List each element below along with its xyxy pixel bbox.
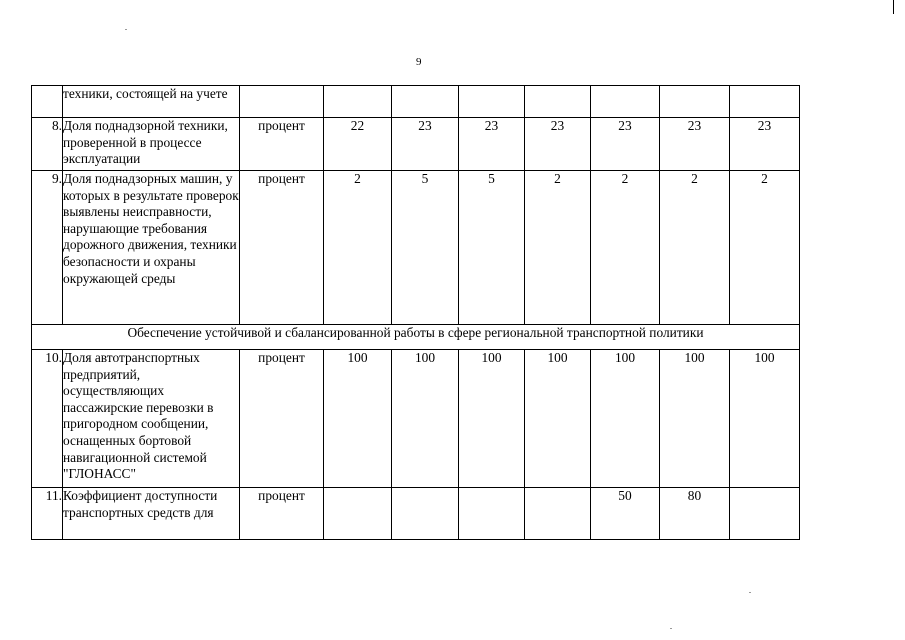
scan-speck [749, 592, 751, 593]
value-cell [730, 488, 800, 540]
value-cell: 23 [591, 118, 660, 171]
indicator-name: Доля автотранспортных предприятий, осуществляющих пассажирские перевозки в пригородном сообщении, оснащенных бортовой навигационной системой "ГЛОНАСС" [63, 350, 240, 488]
section-row [32, 325, 800, 350]
value-cell: 80 [660, 488, 730, 540]
row-number: 11. [32, 488, 63, 540]
value-cell [324, 86, 392, 118]
value-cell: 23 [660, 118, 730, 171]
value-cell: 50 [591, 488, 660, 540]
value-cell [392, 86, 459, 118]
value-cell: 100 [459, 350, 525, 488]
value-cell [324, 488, 392, 540]
value-cell [459, 488, 525, 540]
page-number: 9 [416, 56, 422, 68]
table-row [32, 118, 800, 171]
value-cell [392, 488, 459, 540]
row-number: 9. [32, 171, 63, 325]
value-cell [660, 86, 730, 118]
value-cell [459, 86, 525, 118]
value-cell: 100 [392, 350, 459, 488]
value-cell: 100 [591, 350, 660, 488]
row-number: 10. [32, 350, 63, 488]
table-row [32, 350, 800, 488]
unit-cell: процент [240, 171, 324, 325]
value-cell: 5 [459, 171, 525, 325]
value-cell: 22 [324, 118, 392, 171]
unit-cell: процент [240, 488, 324, 540]
value-cell: 23 [525, 118, 591, 171]
table-row [32, 171, 800, 325]
value-cell: 2 [525, 171, 591, 325]
row-number [32, 86, 63, 118]
value-cell: 5 [392, 171, 459, 325]
indicator-name: Доля поднадзорной техники, проверенной в процессе эксплуатации [63, 118, 240, 171]
value-cell: 2 [324, 171, 392, 325]
table-row [32, 86, 800, 118]
value-cell: 2 [591, 171, 660, 325]
value-cell [730, 86, 800, 118]
indicator-name: Коэффициент доступности транспортных средств для [63, 488, 240, 540]
unit-cell [240, 86, 324, 118]
value-cell: 2 [660, 171, 730, 325]
value-cell: 100 [660, 350, 730, 488]
value-cell: 100 [525, 350, 591, 488]
indicator-name: техники, состоящей на учете [63, 86, 240, 118]
value-cell: 23 [459, 118, 525, 171]
unit-cell: процент [240, 118, 324, 171]
value-cell [525, 488, 591, 540]
row-number: 8. [32, 118, 63, 171]
value-cell: 23 [392, 118, 459, 171]
unit-cell: процент [240, 350, 324, 488]
scan-speck [670, 628, 672, 629]
value-cell [591, 86, 660, 118]
value-cell: 23 [730, 118, 800, 171]
scan-edge-mark [893, 0, 894, 14]
scan-speck [125, 29, 127, 30]
value-cell: 2 [730, 171, 800, 325]
value-cell: 100 [730, 350, 800, 488]
value-cell: 100 [324, 350, 392, 488]
value-cell [525, 86, 591, 118]
indicator-name: Доля поднадзорных машин, у которых в результате проверок выявлены неисправности, нарушающие требования дорожного движения, техники безопасности и охраны окружающей среды [63, 171, 240, 325]
table-row [32, 488, 800, 540]
indicators-table [31, 85, 800, 540]
section-title: Обеспечение устойчивой и сбалансированной работы в сфере региональной транспортной политики [32, 325, 800, 350]
